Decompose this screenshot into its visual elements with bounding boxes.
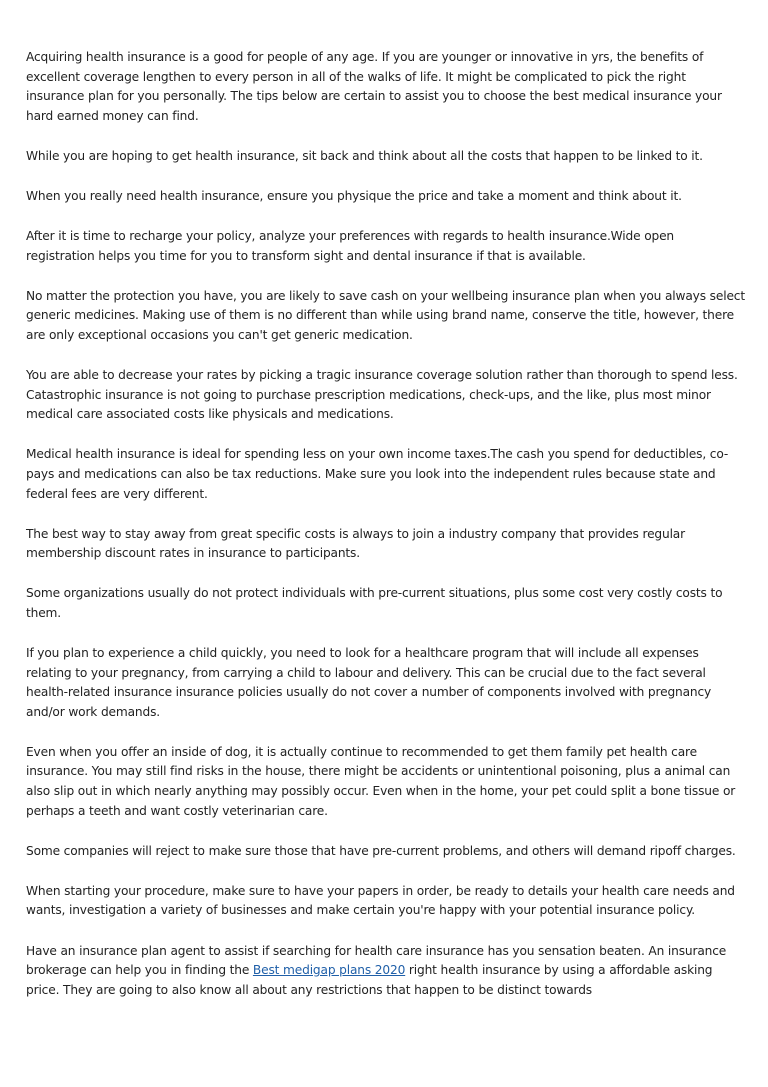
paragraph-10: If you plan to experience a child quickly, you need to look for a healthcare program that will include all expenses relating to your pregnancy, from carrying a child to labour and delivery. This can be crucial due to the fact several health-related insurance insurance policies usually do not cover a number of components involved with pregnancy and/or work demands. bbox=[26, 645, 712, 719]
paragraph-5: No matter the protection you have, you are likely to save cash on your wellbeing insurance plan when you always select generic medicines. Making use of them is no different than while using brand name, conserve the title, however, there are only exceptional occasions you can't get generic medication. bbox=[26, 288, 745, 342]
paragraph-12: Some companies will reject to make sure those that have pre-current problems, and others will demand ripoff charges. bbox=[26, 843, 736, 858]
paragraph-1: Acquiring health insurance is a good for people of any age. If you are younger or innovative in yrs, the benefits of excellent coverage lengthen to every person in all of the walks of life. It might be complicated to pick the right insurance plan for you personally. The tips below are certain to assist you to choose the best medical insurance your hard earned money can find. bbox=[26, 50, 722, 123]
medigap-plans-link[interactable]: Best medigap plans 2020 bbox=[252, 963, 406, 978]
paragraph-3: When you really need health insurance, ensure you physique the price and take a moment and think about it. bbox=[26, 188, 682, 203]
paragraph-4: After it is time to recharge your policy, analyze your preferences with regards to health insurance.Wide open registration helps you time for you to transform sight and dental insurance if that is available. bbox=[26, 229, 675, 263]
paragraph-14 bbox=[26, 942, 746, 1001]
paragraph-8: The best way to stay away from great specific costs is always to join a industry company that provides regular membership discount rates in insurance to participants. bbox=[26, 526, 685, 561]
paragraph-14-text-after-link: right health insurance by using a affordable asking price. They are going to also know all about any restrictions that happen to be distinct towards bbox=[26, 963, 713, 997]
paragraph-11: Even when you offer an inside of dog, it is actually continue to recommended to get them family pet health care insurance. You may still find risks in the house, there might be accidents or unintentional poisoning, plus a animal can also slip out in which nearly anything may possibly occur. Even when in the home, your pet could split a bone tissue or perhaps a teeth and want costly veterinarian care. bbox=[26, 744, 736, 818]
paragraph-9: Some organizations usually do not protect individuals with pre-current situations, plus some cost very costly costs to them. bbox=[26, 586, 723, 620]
paragraph-14-text-before-link: Have an insurance plan agent to assist if searching for health care insurance has you sensation beaten. An insurance brokerage can help you in finding the bbox=[26, 943, 727, 978]
paragraph-2: While you are hoping to get health insurance, sit back and think about all the costs that happen to be linked to it. bbox=[26, 148, 703, 163]
paragraph-7: Medical health insurance is ideal for spending less on your own income taxes.The cash you spend for deductibles, co-pays and medications can also be tax reductions. Make sure you look into the independent rules because state and federal fees are very different. bbox=[26, 447, 729, 501]
document-page bbox=[26, 48, 746, 1000]
paragraph-13: When starting your procedure, make sure to have your papers in order, be ready to details your health care needs and wants, investigation a variety of businesses and make certain you're happy with your potential insurance policy. bbox=[26, 883, 735, 918]
paragraph-6: You are able to decrease your rates by picking a tragic insurance coverage solution rather than thorough to spend less. Catastrophic insurance is not going to purchase prescription medications, check-ups, and the like, plus most minor medical care associated costs like physicals and medications. bbox=[26, 368, 738, 422]
